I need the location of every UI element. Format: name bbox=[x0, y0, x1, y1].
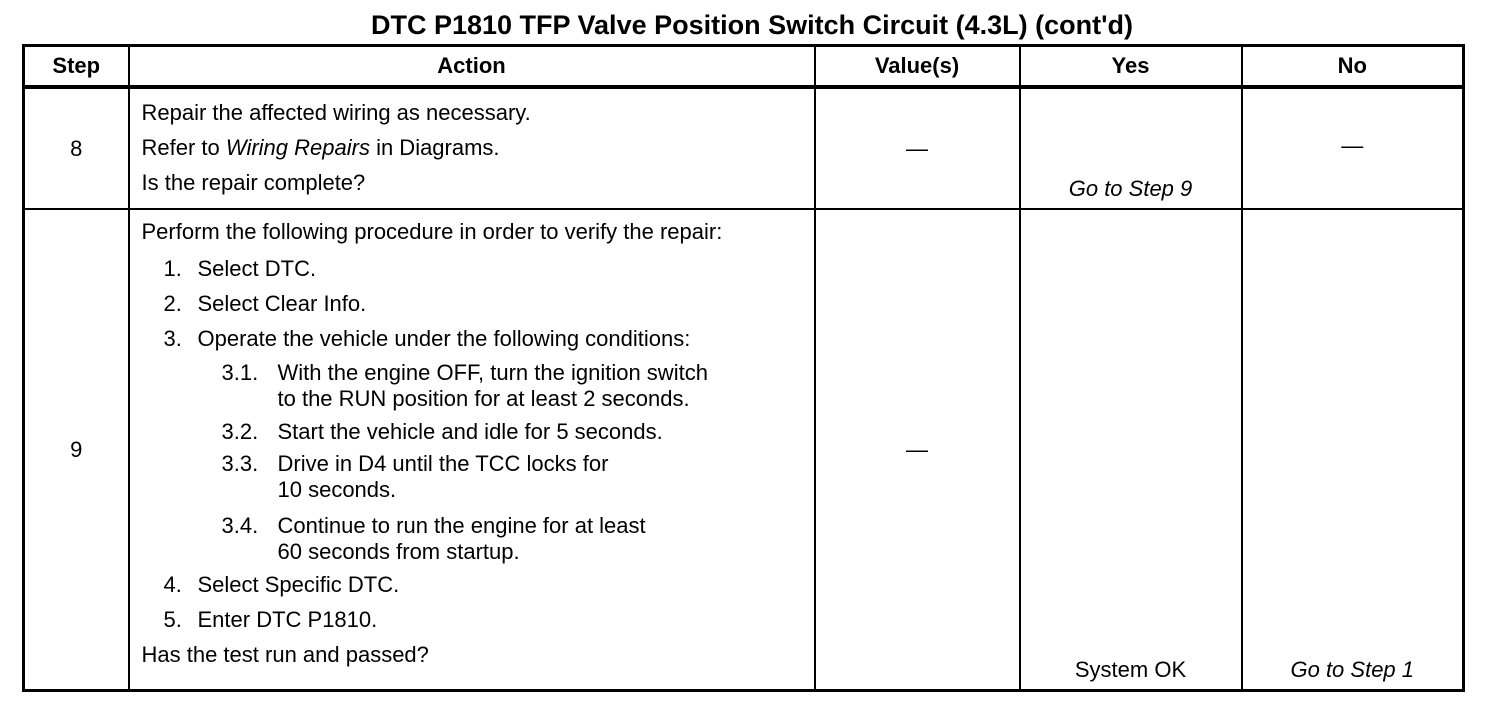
no-cell: — bbox=[1242, 87, 1464, 209]
action-cell bbox=[129, 209, 815, 691]
diagnostic-table bbox=[22, 44, 1465, 692]
item-number: 2. bbox=[163, 291, 182, 316]
goto-step-link: Go to Step 9 bbox=[1068, 176, 1193, 201]
page-title: DTC P1810 TFP Valve Position Switch Circuit (4.3L) (cont'd) bbox=[370, 10, 1134, 40]
action-question: Is the repair complete? bbox=[141, 170, 366, 195]
goto-step-link: Go to Step 1 bbox=[1290, 657, 1415, 682]
subitem-text: With the engine OFF, turn the ignition switch bbox=[277, 360, 708, 385]
item-text: Enter DTC P1810. bbox=[197, 607, 378, 632]
subitem-number: 3.1. bbox=[221, 360, 259, 385]
list-item bbox=[142, 321, 804, 356]
table-row-step-8 bbox=[24, 87, 1464, 209]
header-no: No bbox=[1242, 46, 1464, 88]
subitem-text: Drive in D4 until the TCC locks for bbox=[277, 451, 609, 476]
step-number: 8 bbox=[24, 87, 129, 209]
yes-cell: System OK bbox=[1020, 209, 1242, 691]
list-item bbox=[142, 602, 804, 637]
item-number: 1. bbox=[163, 256, 182, 281]
table-row-step-9 bbox=[24, 209, 1464, 691]
header-values: Value(s) bbox=[815, 46, 1020, 88]
subitem-text: Continue to run the engine for at least bbox=[277, 513, 646, 538]
no-cell bbox=[1242, 209, 1464, 691]
step-number: 9 bbox=[24, 209, 129, 691]
action-line bbox=[142, 130, 804, 165]
yes-cell bbox=[1020, 87, 1242, 209]
header-yes: Yes bbox=[1020, 46, 1242, 88]
list-item bbox=[142, 251, 804, 286]
subitem-number: 3.4. bbox=[221, 513, 259, 538]
subitem-continuation: 10 seconds. bbox=[277, 477, 397, 502]
item-text: Select Clear Info. bbox=[197, 291, 367, 316]
action-text: in Diagrams. bbox=[369, 135, 500, 160]
subitem-continuation: to the RUN position for at least 2 seconds. bbox=[277, 386, 690, 411]
item-text: Operate the vehicle under the following conditions: bbox=[197, 326, 691, 351]
subitem-number: 3.3. bbox=[221, 451, 259, 476]
action-cell bbox=[129, 87, 815, 209]
subitem-text: Start the vehicle and idle for 5 seconds. bbox=[277, 419, 663, 444]
item-text: Select DTC. bbox=[197, 256, 317, 281]
value-cell: — bbox=[815, 87, 1020, 209]
sub-list-item bbox=[142, 412, 804, 449]
item-text: Select Specific DTC. bbox=[197, 572, 400, 597]
item-number: 4. bbox=[163, 572, 182, 597]
item-number: 5. bbox=[163, 607, 182, 632]
list-item bbox=[142, 565, 804, 602]
header-step: Step bbox=[24, 46, 129, 88]
action-line: Repair the affected wiring as necessary. bbox=[141, 100, 531, 125]
value-cell: — bbox=[815, 209, 1020, 691]
sub-list-item bbox=[142, 356, 804, 412]
sub-list-item bbox=[142, 503, 804, 565]
header-row bbox=[24, 46, 1464, 88]
header-action: Action bbox=[129, 46, 815, 88]
action-text: Refer to bbox=[141, 135, 226, 160]
action-question: Has the test run and passed? bbox=[141, 642, 429, 667]
subitem-continuation: 60 seconds from startup. bbox=[277, 539, 520, 564]
action-intro: Perform the following procedure in order to verify the repair: bbox=[141, 219, 723, 244]
sub-list-item bbox=[142, 449, 804, 503]
item-number: 3. bbox=[163, 326, 182, 351]
subitem-number: 3.2. bbox=[221, 419, 259, 444]
wiring-repairs-reference: Wiring Repairs bbox=[225, 135, 370, 160]
list-item bbox=[142, 286, 804, 321]
